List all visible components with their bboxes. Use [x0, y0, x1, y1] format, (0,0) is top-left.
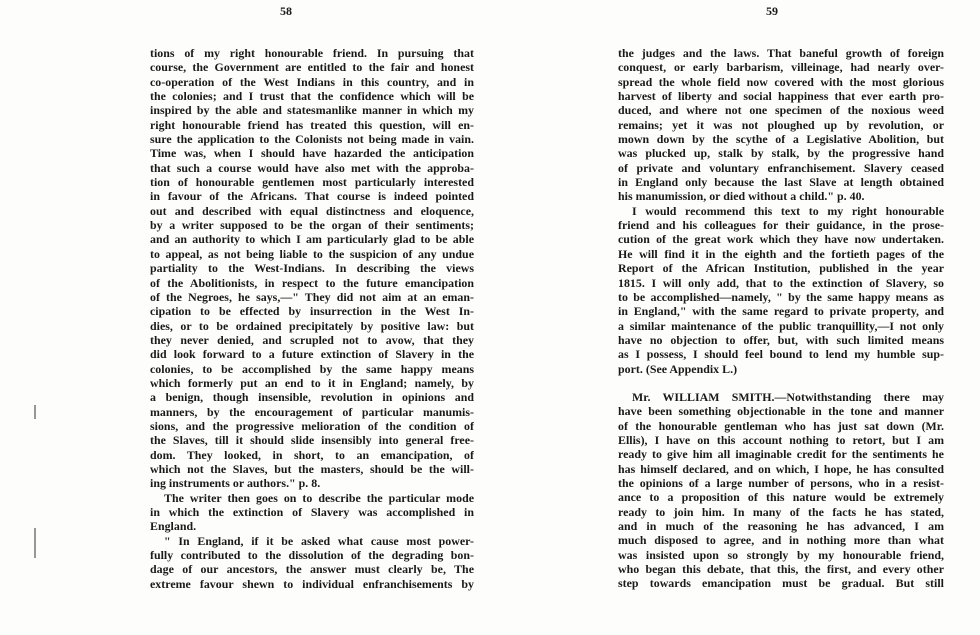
- text-line: which formerly put an end to it in England; namely, by: [150, 375, 474, 390]
- text-line: sure the application to the Colonists not being made in vain.: [150, 132, 474, 147]
- text-line: and an authority to which I am particularly glad to be able: [150, 232, 474, 247]
- right-page-number: 59: [766, 4, 778, 18]
- text-line: partiality to the West-Indians. In describing the views: [150, 261, 474, 276]
- text-line: right honourable friend has treated this question, will en-: [150, 117, 474, 132]
- text-line: was plucked up, stalk by stalk, by the progressive hand: [618, 146, 944, 161]
- text-line: the colonies; and I trust that the confidence which will be: [150, 89, 474, 104]
- text-line: sions, and the progressive melioration of the condition of: [150, 418, 474, 433]
- text-line: as I possess, I should feel bound to lend my humble sup-: [618, 347, 944, 362]
- text-line: fully contributed to the dissolution of the degrading bon-: [150, 548, 474, 563]
- left-page-number: 58: [280, 4, 292, 18]
- text-line: The writer then goes on to describe the particular mode: [164, 490, 474, 505]
- text-line: I would recommend this text to my right honourable: [632, 203, 944, 218]
- text-line: who began this debate, that this, the first, and every other: [618, 562, 944, 577]
- text-line: mown down by the scythe of a Legislative Abolition, but: [618, 132, 944, 147]
- text-line: dom. They looked, in short, to an emancipation, of: [150, 447, 474, 462]
- text-line: cution of the great work which they have now undertaken.: [618, 232, 944, 247]
- text-line: the Slaves, till it should slide insensibly into general free-: [150, 433, 474, 448]
- text-line: Time was, when I should have hazarded the anticipation: [150, 146, 474, 161]
- text-line: Mr. WILLIAM SMITH.—Notwithstanding there may: [632, 389, 944, 404]
- text-line: of private and voluntary enfranchisement. Slavery ceased: [618, 160, 944, 175]
- text-line: a benign, though insensible, revolution in opinions and: [150, 390, 474, 405]
- text-line: harvest of liberty and social happiness that ever earth pro-: [618, 89, 944, 104]
- paragraph-gap: [618, 376, 944, 390]
- text-line: much disposed to agree, and in nothing more than what: [618, 533, 944, 548]
- text-line: 1815. I will only add, that to the extinction of Slavery, so: [618, 275, 944, 290]
- text-line: extreme favour shewn to individual enfranchisements by: [150, 576, 474, 591]
- text-line: of the Negroes, he says,—" They did not aim at an eman-: [150, 289, 474, 304]
- text-line: in England," with the same regard to private property, and: [618, 304, 944, 319]
- scan-margin-mark: [34, 405, 36, 419]
- left-page-text: [150, 46, 474, 591]
- text-line: in England only because the last Slave at length obtained: [618, 175, 944, 190]
- right-page-text: [618, 46, 944, 591]
- text-line: a similar maintenance of the public tranquillity,—I not only: [618, 318, 944, 333]
- text-line: dage of our ancestors, the answer must clearly be, The: [150, 562, 474, 577]
- text-line: inspired by the able and statesmanlike manner in which my: [150, 103, 474, 118]
- text-line: ready to join him. In many of the facts he has stated,: [618, 504, 944, 519]
- text-line: have no objection to offer, but, with such limited means: [618, 332, 944, 347]
- text-line: out and described with equal distinctness and eloquence,: [150, 203, 474, 218]
- text-line: duced, and where not one specimen of the noxious weed: [618, 103, 944, 118]
- text-line: ance to a proposition of this nature would be extremely: [618, 490, 944, 505]
- text-line: tions of my right honourable friend. In pursuing that: [150, 46, 474, 60]
- text-line: England.: [150, 519, 197, 534]
- text-line: the opinions of a large number of persons, who in a resist-: [618, 475, 944, 490]
- text-line: manners, by the encouragement of particular manumis-: [150, 404, 474, 419]
- scan-margin-mark: [34, 528, 36, 558]
- text-line: have been something objectionable in the tone and manner: [618, 404, 944, 419]
- text-line: port. (See Appendix L.): [618, 361, 738, 376]
- text-line: was insisted upon so strongly by my honourable friend,: [618, 547, 944, 562]
- text-line: ready to give him all imaginable credit for the sentiments he: [618, 447, 944, 462]
- text-line: his manumission, or died without a child." p. 40.: [618, 189, 865, 204]
- text-line: in which the extinction of Slavery was accomplished in: [150, 505, 474, 519]
- text-line: cipation to be effected by insurrection in the West In-: [150, 304, 474, 319]
- text-line: which not the Slaves, but the masters, should be the will-: [150, 461, 474, 476]
- text-line: in favour of the Africans. That course is indeed pointed: [150, 189, 474, 204]
- text-line: ing instruments or authors." p. 8.: [150, 476, 321, 491]
- text-line: and in much of the reasoning he has advanced, I am: [618, 519, 944, 533]
- text-line: to appeal, as not being liable to the suspicion of any undue: [150, 246, 474, 261]
- text-line: course, the Government are entitled to the fair and honest: [150, 60, 474, 75]
- text-line: " In England, if it be asked what cause most power-: [164, 533, 474, 548]
- text-line: of the honourable gentleman who has just sat down (Mr.: [618, 418, 944, 433]
- text-line: dies, or to be ordained precipitately by positive law: but: [150, 318, 474, 333]
- text-line: colonies, to be accomplished by the same happy means: [150, 361, 474, 376]
- text-line: friend and his colleagues for their guidance, in the prose-: [618, 218, 944, 233]
- text-line: co-operation of the West Indians in this country, and in: [150, 74, 474, 89]
- text-line: that such a course would have also met with the approba-: [150, 160, 474, 175]
- text-line: He will find it in the eighth and the fortieth pages of the: [618, 246, 944, 261]
- text-line: by a writer supposed to be the organ of their sentiments;: [150, 218, 474, 233]
- text-line: Report of the African Institution, published in the year: [618, 261, 944, 276]
- text-line: spread the whole field now covered with the most glorious: [618, 74, 944, 89]
- text-line: step towards emancipation must be gradual. But still: [618, 576, 944, 591]
- text-line: of the Abolitionists, in respect to the future emancipation: [150, 275, 474, 290]
- text-line: has himself declared, and on which, I hope, he has consulted: [618, 461, 944, 476]
- text-line: to be accomplished—namely, " by the same happy means as: [618, 289, 944, 304]
- text-line: did look forward to a future extinction of Slavery in the: [150, 347, 474, 362]
- text-line: they never denied, and scrupled not to avow, that they: [150, 332, 474, 347]
- text-line: Ellis), I have on this account nothing to retort, but I am: [618, 432, 944, 447]
- text-line: conquest, or early barbarism, villeinage, had nearly over-: [618, 60, 944, 75]
- text-line: the judges and the laws. That baneful growth of foreign: [618, 46, 944, 60]
- text-line: tion of honourable gentlemen most particularly interested: [150, 175, 474, 190]
- text-line: remains; yet it was not ploughed up by revolution, or: [618, 117, 944, 132]
